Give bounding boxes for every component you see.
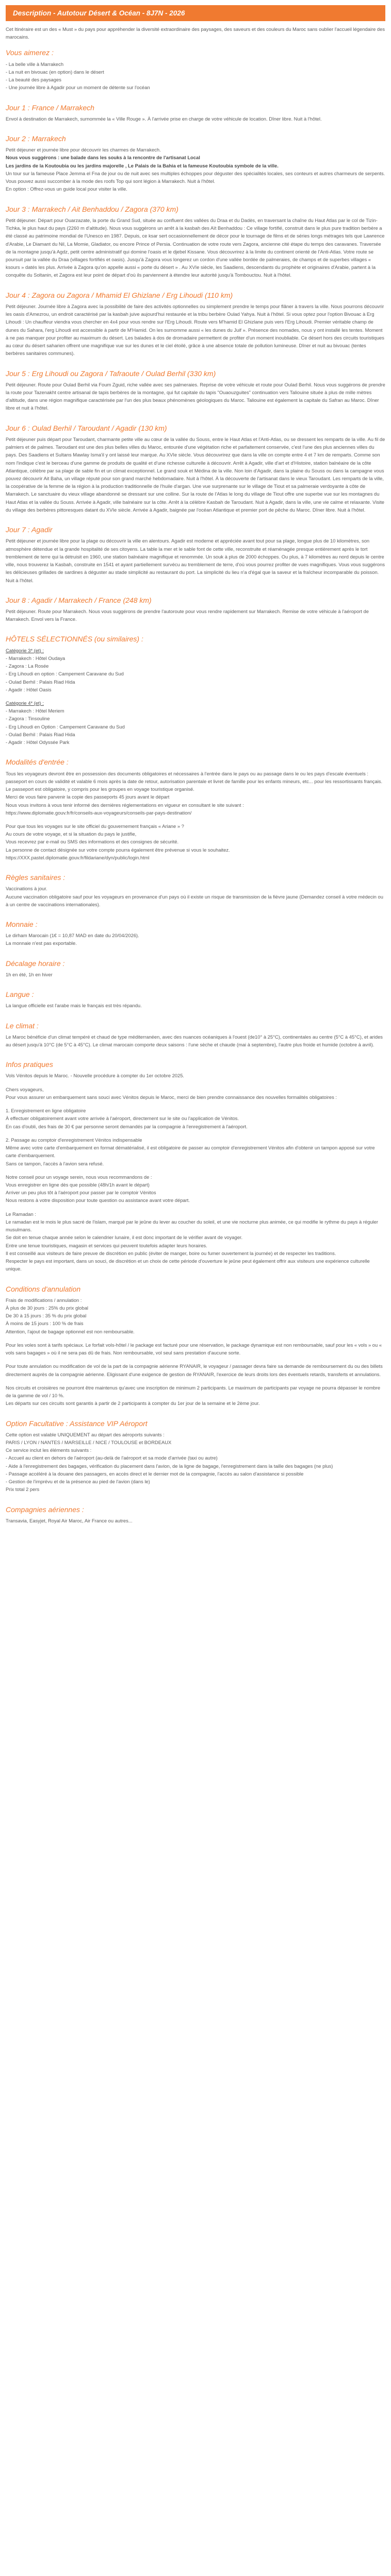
langue-line: La langue officielle est l'arabe mais le français est très répandu. [6,1003,142,1009]
conditions-line: Frais de modifications / annulation : [6,1297,82,1303]
day8-text: Petit déjeuner. Route pour Marrakech. Nous vous suggérons de prendre l'autoroute pour vous rendre rapidement sur Marrakech. Remise de votre véhicule à l'aéroport de Marrakech. Envol vers la France. [6,608,369,622]
infos-line: 1. Enregistrement en ligne obligatoire [6,1108,86,1114]
infos-line: Même avec votre carte d'embarquement en format dématérialisé, il est obligatoire de passer au comptoir d'enregistrement Vénitos afin d'obtenir un tampon apposé sur votre carte d'embarquement. [6,1145,375,1159]
day3-text: Petit déjeuner. Départ pour Ouarzazate, la porte du Grand Sud, située au confluent des vallées du Draa et du Dadès, en traversant la chaîne du Haut Atlas par le col de Tizin-Tichka, le plus haut du pays (2260 m d'altitude). Nous vous suggérons un arrêt à la kasbah des Aït Benhaddou : Ce village fortifié, construit dans le plus pure tradition berbère a été classé au patrimoine mondial de l'Unesco en 1987. Depuis, ce ksar sert occasionnellement de décor pour le tournage de films et de séries longs métrages tels que Lawrence d'Arabie, Le Diamant du Nil, La Momie, Gladiator, ou encore Prince of Persia. Continuation de votre route vers Zagora, ancienne cité étape du temps des caravanes. Traversée de la montagne jusqu'à Agdz, petit centre administratif qui domine l'oasis et le djebel Kissane. Vous découvrirez à la limite du continent orienté de l'Anti-Atlas. Votre route se poursuit par la vallée du Draa (villages fortifiés et oasis). Jusqu'à Zagora vous longerez un cordon d'une vallée bordée de palmeraies, de champs et de superbes villages « ksours » datés les plus. Arrivée à Zagora qu'on appelle aussi « porte du désert » . Au XVIe siècle, les Saadiens, descendants du prophète et originaires d'Arabie, partent à la conquête du Soltanin, et Zagora est leur point de départ d'où ils parviennent à étendre leur autorité jusqu'à Tombouctou. Nuit à l'hôtel. [6,217,385,278]
conditions-line: À moins de 15 jours : 100 % de frais [6,1320,84,1327]
monnaie-line: Le dirham Marocain (1€ = 10,87 MAD en date du 20/04/2026). [6,933,139,939]
infos-line: Nous restons à votre disposition pour toute question ou assistance avant votre départ. [6,1197,190,1204]
modalites-line: Au cours de votre voyage, et si la situation du pays le justifie, [6,831,137,837]
modalites-line: https://www.diplomatie.gouv.fr/fr/conseils-aux-voyageurs/conseils-par-pays-destination/ [6,809,192,816]
modalites-line: Merci de vous faire parvenir la copie des passeports 45 jours avant le départ [6,794,170,800]
day4-text: Petit déjeuner. Journée libre à Zagora avec la possibilité de faire des activités optionnelles ou simplement prendre le temps pour flâner à travers la ville. Nous pourrons découvrir les oasis d'Amezrou, un endroit caractérisé par la kasbah juive aujourd'hui restaurée et la tribu berbère Oulad Yahya. Nuit à l'hôtel. Si vous optez pour l'option Bivouac à Erg Lihoudi : Un chauffeur viendra vous chercher en 4x4 pour vous rendre sur l'Erg Lihoudi. Route vers M'hamid El Ghizlane puis vers l'Erg Lihoudi. Premier véritable champ de dunes du Sahara, l'erg Lihoudi est accessible à partir de M'Hamid. On les surnomme aussi « les dunes du Juif ». Présence des nomades, nous y ont installé les tentes. Moment à ne pas manquer pour profiter au maximum du désert. Les balades à dos de dromadaire permettent de profiter d'un moment inoubliable. Ce désert hors des circuits touristiques au cœur du désert saharien offrent une magnifique vue sur les dunes et le ciel étoilé, grâce à une absence totale de pollution lumineuse. Dîner et nuit au bivouac (tentes berbères sanitaires communes). [6,303,384,357]
compagnies-line: Transavia, Easyjet, Royal Air Maroc, Air France ou autres... [6,1517,133,1523]
conditions-line: À plus de 30 jours : 25% du prix global [6,1304,88,1311]
sanitaires-line: Vaccinations à jour. [6,886,47,892]
currency-body [6,931,385,947]
day2-heading: Jour 2 : Marrakech [6,134,66,143]
day6-heading: Jour 6 : Oulad Berhil / Taroudant / Agadir (130 km) [6,423,167,432]
conditions-line: De 30 à 15 jours : 35 % du prix global [6,1313,87,1319]
highlight-item: - La nuit en bivouac (en option) dans le désert [6,69,104,75]
infos-line: Le Ramadan : [6,1211,36,1217]
option-line: - Gestion de l'imprévu et de la présence au pied de l'avion (dans le) [6,1479,150,1485]
modalites-line: Nous vous invitons à vous tenir informé des dernières réglementations en vigueur en consultant le site suivant : [6,802,244,808]
vous-aimerez-list [6,60,385,92]
day4-heading: Jour 4 : Zagora ou Zagora / Mhamid El Ghizlane / Erg Lihoudi (110 km) [6,291,233,299]
entry-rules-heading: Modalités d'entrée : [6,758,69,767]
hotel-item: - Zagora : Tinsouline [6,716,50,722]
hotel-item: - Oulad Berhil : Palais Riad Hida [6,731,75,737]
conditions-line: Nos circuits et croisières ne pourront être maintenus qu'avec une inscription de minimum 2 participants. Le maximum de participants par voyage ne pourra dépasser le nombre de la gamme de vol / 10 %. [6,1384,381,1399]
modalites-line: Vous recevrez par e-mail ou SMS des informations et des consignes de sécurité. [6,839,179,845]
day3-heading: Jour 3 : Marrakech / Ait Benhaddou / Zagora (370 km) [6,205,178,213]
infos-line: Notre conseil pour un voyage serein, nous vous recommandons de : [6,1174,152,1180]
practical-info-heading: Infos pratiques [6,1060,53,1069]
day7-heading: Jour 7 : Agadir [6,526,53,534]
day1-text: Envol à destination de Marrakech, surnommée la « Ville Rouge ». À l'arrivée prise en charge de votre véhicule de location. Dîner libre. Nuit à l'hôtel. [6,115,322,122]
health-rules-heading: Règles sanitaires : [6,873,66,882]
conditions-line: Attention, l'ajout de bagage optionnel est non remboursable. [6,1328,135,1334]
day2-line: Les jardins de la Koutoubia ou les jardins majorelle , Le Palais de la Bahia et la fameuse Koutoubia symbole de la ville. [6,162,279,168]
highlight-item: - Une journée libre à Agadir pour un moment de détente sur l'océan [6,84,150,91]
climat-line: Le Maroc bénéficie d'un climat tempéré et chaud de type méditerranéen, avec des nuances océaniques à l'ouest (de10° à 25°C), continentales au centre (5°C à 45°C), et arides au désert jusqu'à 10°C (de 5°C à 45°C). Le climat marocain comporte deux saisons : l'une sèche et chaude (mai à septembre), l'autre plus froide et humide (octobre à avril). [6,1033,383,1047]
highlight-item: - La beauté des paysages [6,77,61,83]
airlines-body [6,1517,385,1524]
infos-line: Vols Vénitos depuis le Maroc. - Nouvelle procédure à compter du 1er octobre 2025. [6,1073,185,1079]
infos-line: Respecter le pays est important, dans un souci, de discrétion et un choix de cette période d'ouverture le jeûne peut également offrir aux visiteurs une expérience culturelle unique. [6,1258,370,1272]
day7-text: Petit déjeuner et journée libre pour la plage ou découvrir la ville en alentours. Agadir est moderne et appréciée avant tout pour sa plage, longue plus de 10 kilomètres, son atmosphère détendue et la grande hospitalité de ses citoyens. La table la mer et le sable font de cette ville, reconstruite et réaménagée presque entièrement après le tort tremblement de terre qui la détruisit en 1960, une station balnéaire magnifique et renommée. Un souk à plus de 2000 échoppes. Ou plus, à 7 kilomètres au nord depuis le centre ville, nous trouverez la Kasbah, construite en 1541 et ayant partiellement survécu au tremblement de terre, d'où vous pourrez profiter de vues magnifiques. Vous vous suggérons les délicieuses grillades de sardines à déguster au stade simplicité au restaurant du port. La simplicité du lieu n'a d'égal que la saveur et la fraîcheur incomparable du poisson. Nuit à l'hôtel. [6,538,385,583]
hotel-item: - Marrakech : Hôtel Meriem [6,708,64,714]
option-line: - Aide à l'enregistrement des bagages, vérification du placement dans l'avion, de la ligne de bagage, l'enregistrement dans la taille des bagages (ne plus) [6,1463,333,1469]
infos-line: À effectuer obligatoirement avant votre arrivée à l'aéroport, directement sur le site ou l'application de Vénitos. [6,1115,239,1122]
section-vous-aimerez-heading: Vous aimerez : [6,48,54,57]
cancellation-body [6,1296,385,1408]
intro-text: Cet Itinéraire est un des « Must » du pays pour appréhender la diversité extraordinaire des paysages, des saveurs et des couleurs du Maroc sans oublier l'accueil légendaire des marocains. [6,26,385,40]
conditions-line: Les départs sur ces circuits sont garantis à partir de 2 participants à compter du 1er jour de la semaine et le 2ème jour. [6,1400,260,1406]
option-line: - Accueil au client en dehors de l'aéroport (au-delà de l'aéroport et sa mode d'arrivée (taxi ou autre) [6,1455,218,1461]
practical-info-body [6,1072,385,1273]
hotels-cat3-title: Catégorie 3* (et) : [6,647,44,653]
day2-line: En option : Offrez-vous un guide local pour visiter la ville. [6,186,127,192]
monnaie-line: La monnaie n'est pas exportable. [6,940,77,946]
modalites-line: Tous les voyageurs devront être en possession des documents obligatoires et nécessaires à l'entrée dans le pays ou au passage dans le ou les pays d'escale éventuels : passeport en cours de validité et valable 6 mois après la date de retour, autorisation parentale et livret de famille pour les enfants mineurs, etc... pour les ressortissants français. [6,770,383,784]
infos-line: En cas d'oubli, des frais de 30 € par personne seront demandés par la compagnie à l'enregistrement à l'aéroport. [6,1123,248,1129]
language-body [6,1002,385,1009]
climate-heading: Le climat : [6,1021,39,1030]
day5-heading: Jour 5 : Erg Lihoudi ou Zagora / Tafraoute / Oulad Berhil (330 km) [6,369,216,378]
currency-heading: Monnaie : [6,920,38,929]
modalites-line: Le passeport est obligatoire, y compris pour les groupes en voyage touristique organisé. [6,786,194,792]
modalites-line: https://XXX.pastel.diplomatie.gouv.fr/fildariane/dyn/public/login.html [6,854,150,860]
infos-line: Arriver un peu plus tôt à l'aéroport pour passer par le comptoir Vénitos [6,1190,156,1196]
option-line: Ce service inclut les éléments suivants : [6,1447,92,1453]
day6-text: Petit déjeuner puis départ pour Taroudant, charmante petite ville au cœur de la vallée du Souss, entre le Haut Atlas et l'Anti-Atlas, ou se dressent les remparts de la ville. Au fil de palmiers et de palmes. Taroudant est une des plus belles villes du Maroc, entourée d'une végétation riche et parfaitement conservée, c'est l'une des plus anciennes villes du pays. Des Saadiens et Sultans Mawlay Isma'il y ont laissé leur marque. Au XVIe siècle. Vous découvrirez que dans la ville on compte entre 4 et 7 km de remparts. Comme son nom l'indique c'est le berceau d'une gamme de produits de qualité et d'une richesse culturelle à découvrir. Arrêt à Agadir, ville d'art et d'Histoire, station balnéaire de la côte Atlantique, célèbre par sa plage de sable fin et un climat exceptionnel. Le grand souk et Médina de la ville. Non loin d'Agadir, dans la plaine du Souss ou dans la campagne vous pouvez découvrir Ait Baha, un village réputé pour son grand marché hebdomadaire. Nuit à l'hôtel. À la découverte de l'artisanat dans le vieux Taroudant. Les remparts de la ville, la coopérative de la femme de la région à la production traditionnelle de l'huile d'argan. Une vue surprenante sur le village de Tiout et sa palmeraie verdoyante à côte de Marrakech. Le sanctuaire du vieux village abandonné se dressant sur une colline. Sur la route de l'Atlas le long du village de Tiout offre une superbe vue sur les montagnes du Haut Atlas et la vallée du Souss. Arrivée à Agadir, ville balnéaire sur la côte. Arrêt à la célèbre Kasbah de Taroudant. Nuit à Agadir, dans la ville, une vie calme et relaxante. Visite du village des berbères pittoresques datant du XVIe siècle. Arrivée à Agadir, baignée par l'océan Atlantique et premier port de pêche du Maroc. Dîner libre. Nuit à l'hôtel. [6,436,385,513]
decalage-line: 1h en été, 1h en hiver [6,971,53,977]
hotel-item: - Erg Lihoudi en Option : Campement Caravane du Sud [6,723,125,730]
day8-heading: Jour 8 : Agadir / Marrakech / France (248 km) [6,596,152,604]
infos-line: 2. Passage au comptoir d'enregistrement Vénitos indispensable [6,1137,142,1143]
health-rules-body [6,885,385,908]
hotel-item: - Agadir : Hôtel Odyssée Park [6,739,70,745]
infos-line: Pour vous assurer un embarquement sans souci avec Vénitos depuis le Maroc, merci de bien prendre connaissance des nouvelles formalités obligatoires : [6,1094,337,1100]
infos-line: Sans ce tampon, l'accès à l'avion sera refusé. [6,1160,104,1166]
climate-body [6,1033,385,1048]
modalites-line: La personne de contact désignée sur votre compte pourra également être prévenue si vous le souhaitez. [6,846,230,853]
hotels-cat4-list [6,707,385,746]
language-heading: Langue : [6,990,34,999]
cancellation-heading: Conditions d'annulation [6,1284,81,1293]
day1-heading: Jour 1 : France / Marrakech [6,103,94,112]
infos-line: Se doit en tenue chaque année selon le calendrier lunaire, il est donc important de le vérifier avant de voyager. [6,1234,243,1241]
infos-line: Chers voyageurs, [6,1086,44,1092]
infos-line: Le ramadan est le mois le plus sacré de l'islam, marqué par le jeûne du lever au coucher du soleil, et une vie nocturne plus animée, ce qui modifie le rythme du pays à réguler musulmans. [6,1218,378,1233]
conditions-line: Pour toute annulation ou modification de vol de la part de la compagnie aérienne RYANAIR, le voyageur / passager devra faire sa demande de remboursement du ou des billets directement auprès de la compagnie aérienne. Eligissant d'une exigence de gestion de RYANAIR, l'exercice de leurs droits lors des éventuels retards, transferts et annulations. [6,1363,383,1377]
infos-line: Vous enregistrer en ligne dès que possible (48h/1h avant le départ) [6,1181,150,1188]
vip-option-heading: Option Facultative : Assistance VIP Aéroport [6,1419,148,1428]
hotels-cat3-list [6,654,385,693]
option-line: Prix total 2 pers [6,1486,40,1493]
hotels-heading: HÔTELS SÉLECTIONNÉS (ou similaires) : [6,635,143,643]
entry-rules-body [6,770,385,862]
airlines-heading: Compagnies aériennes : [6,1505,84,1514]
sanitaires-line: Aucune vaccination obligatoire sauf pour les voyageurs en provenance d'un pays où il existe un risque de transmission de la fièvre jaune (Demandez conseil à votre médecin ou à un centre de vaccinations internationales). [6,893,383,907]
option-line: Cette option est valable UNIQUEMENT au départ des aéroports suivants : [6,1431,165,1437]
hotel-item: - Marrakech : Hôtel Oudaya [6,655,66,661]
infos-line: Il est conseillé aux visiteurs de faire preuve de discrétion en public (éviter de manger, boire ou fumer ouvertement la journée) et de respecter les traditions. [6,1250,336,1256]
page-title: Description - Autotour Désert & Océan - 8J7N - 2026 [6,5,385,21]
day2-line: Nous vous suggérons : une balade dans les souks à la rencontre de l'artisanat Local [6,155,200,161]
highlight-item: - La belle ville à Marrakech [6,61,64,67]
hotel-item: - Erg Lihoudi en option : Campement Caravane du Sud [6,671,124,677]
vip-option-body [6,1431,385,1494]
conditions-line: Pour les voles sont à tarifs spéciaux. Le forfait vols-hôtel / le package est facturé pour une réservation, le package dynamique est non remboursable, sauf pour les « vols » ou « vols sans bagages » où il ne sera pas dû de frais. Non remboursable, vol seul sans prestation d'aucune sorte. [6,1342,382,1356]
hotel-item: - Agadir : Hôtel Oasis [6,686,52,692]
option-line: - Passage accéléré à la douane des passagers, en accès direct et le dernier mot de la compagnie, l'accès au salon d'assistance si possible [6,1470,304,1477]
hotel-item: - Zagora : La Rosée [6,663,49,669]
day2-line: Un tour sur la fameuse Place Jemma el Fna de jour ou de nuit avec ses multiples échoppes pour déguster des spécialités locales, ses conteurs et autres charmeurs de serpents. Vous pouvez aussi succomber à la mode des roofs Top qui sont légion à Marrakech. Nuit à l'hôtel. [6,170,385,184]
timezone-heading: Décalage horaire : [6,959,65,968]
hotels-cat4-title: Catégorie 4* (et) : [6,700,44,706]
hotel-item: - Oulad Berhil : Palais Riad Hida [6,679,75,685]
infos-line: Entre une tenue touristiques, magasin et services qui peuvent toutefois adapter leurs horaires. [6,1242,207,1248]
timezone-body [6,971,385,978]
modalites-line: Pour que tous les voyages sur le site officiel du gouvernement français « Ariane » ? [6,823,184,829]
option-line: PARIS / LYON / NANTES / MARSEILLE / NICE / TOULOUSE et BORDEAUX [6,1439,172,1445]
day2-line: Petit déjeuner et journée libre pour découvrir les charmes de Marrakech. [6,147,161,153]
day5-text: Petit déjeuner. Route pour Oulad Berhil via Foum Zguid, riche vallée avec ses palmeraies. Reprise de votre véhicule et route pour Oulad Berhil. Nous vous suggérons de prendre la route pour Tazenakht centre artisanal de tapis berbères de la montagne, qui fut capitale du tapis "Ouaouzguites" continuation vers Taliouine située à plus de mille mètres d'altitude, dans une région magnifique caractérisée par l'un des plus beaux phénomènes géologiques du Maroc. Taliouine est également la capitale du Safran au Maroc. Dîner libre et nuit à l'hôtel. [6,381,385,411]
